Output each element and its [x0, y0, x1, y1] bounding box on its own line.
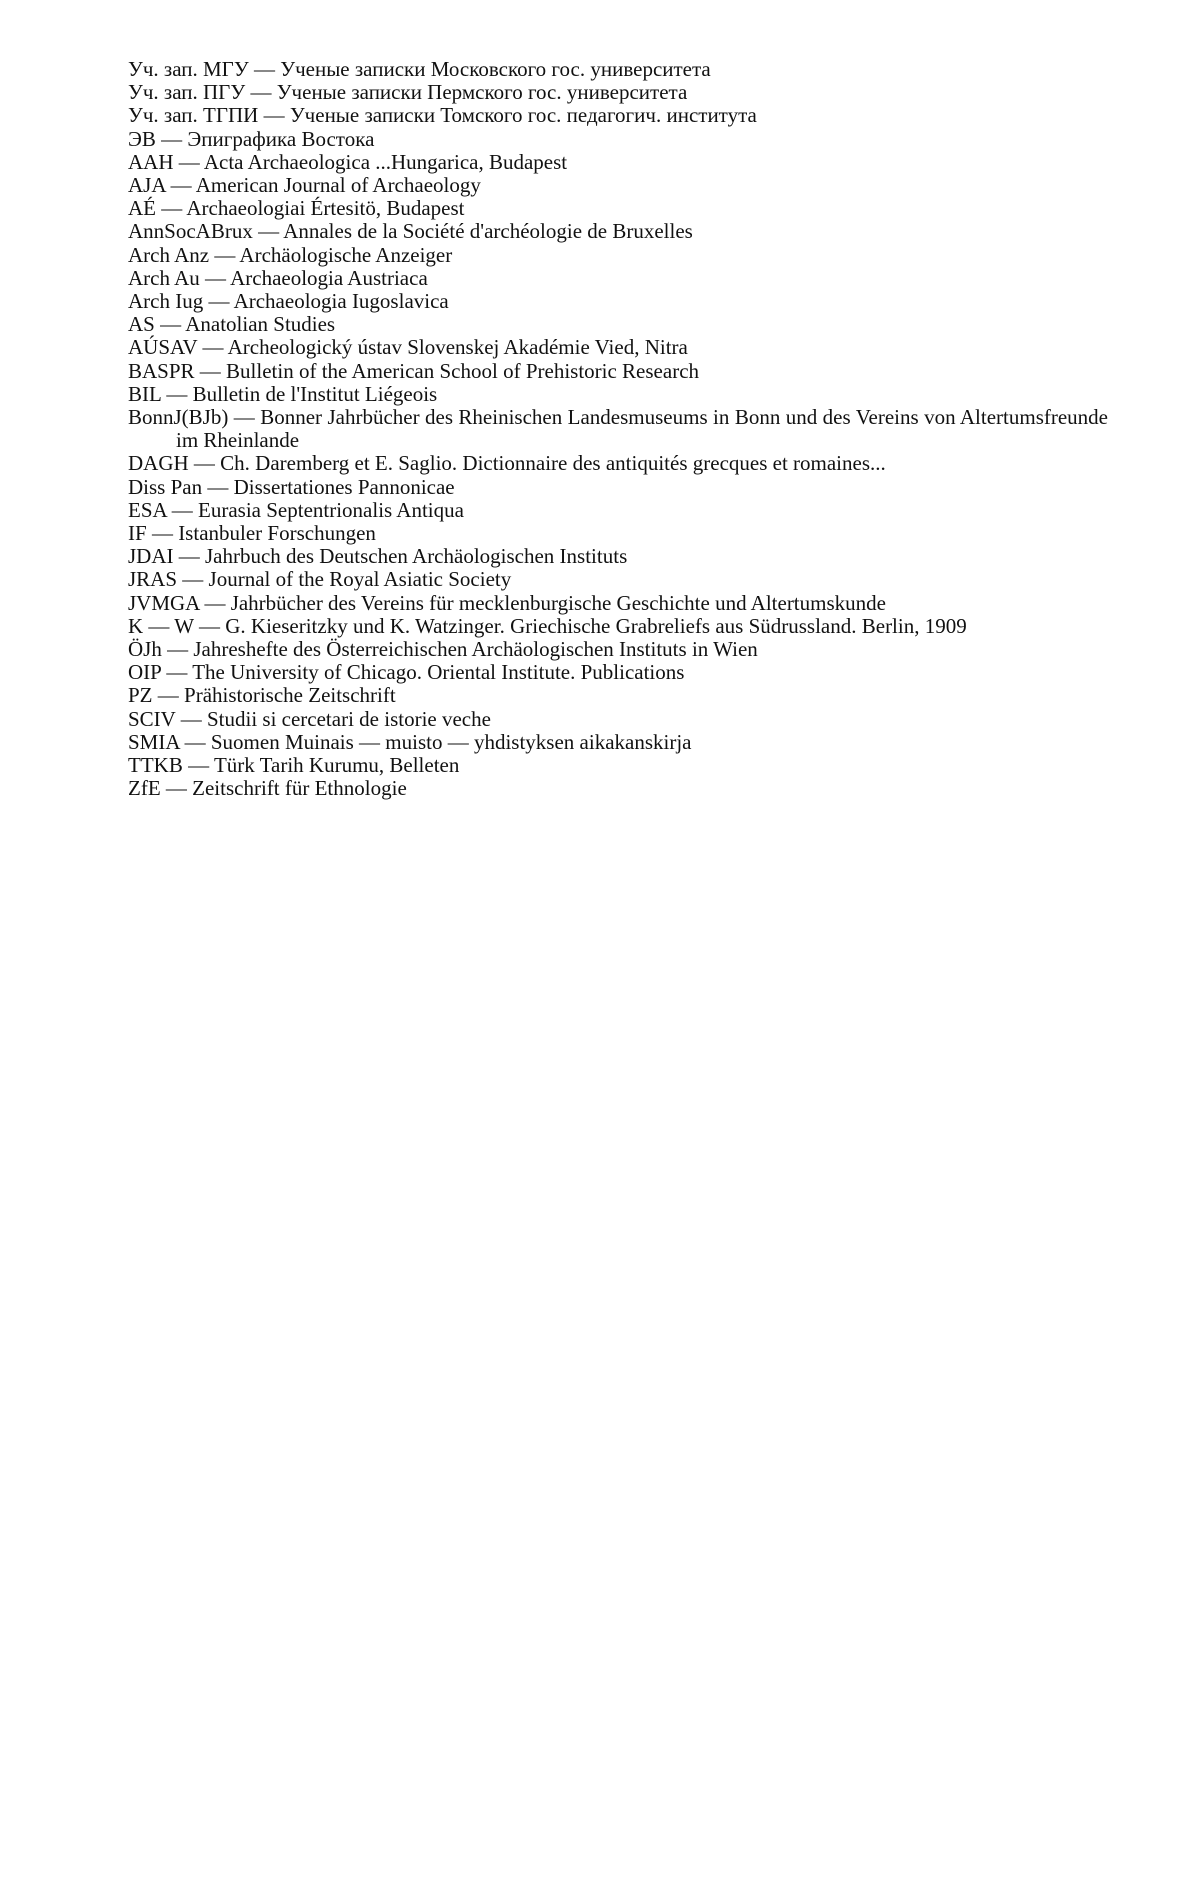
abbreviation-expansion: Bulletin de l'Institut Liégeois — [192, 381, 438, 406]
abbreviation-entry — [128, 220, 1108, 243]
abbreviation-expansion: Zeitschrift für Ethnologie — [192, 776, 407, 801]
abbreviation-entry — [128, 313, 1108, 336]
abbreviation-entry — [128, 128, 1108, 151]
abbreviation-expansion: Dissertationes Pannonicae — [233, 474, 455, 499]
abbreviation-code: Уч. зап. МГУ — [128, 57, 249, 81]
abbreviation-expansion: Archäologische Anzeiger — [239, 242, 453, 267]
abbreviation-code: TTKB — [128, 753, 183, 778]
abbreviation-separator: — — [166, 497, 199, 522]
abbreviation-separator: — — [258, 103, 290, 128]
abbreviation-code: AJA — [128, 173, 166, 198]
abbreviation-separator: — — [173, 149, 204, 174]
abbreviation-separator: — — [152, 683, 185, 708]
abbreviation-expansion: Ученые записки Томского гос. педагогич. института — [289, 103, 757, 128]
abbreviation-code: SCIV — [128, 706, 176, 731]
abbreviation-entry — [128, 406, 1108, 452]
abbreviation-code: BIL — [128, 381, 162, 406]
abbreviation-code: OIP — [128, 660, 162, 685]
abbreviation-entry — [128, 638, 1108, 661]
abbreviation-expansion: Эпиграфика Востока — [187, 126, 375, 151]
abbreviation-expansion: Bonner Jahrbücher des Rheinischen Landesmuseums in Bonn und des Vereins von Altertumsfreunde im Rheinlande — [176, 405, 1109, 453]
abbreviation-expansion: Jahrbuch des Deutschen Archäologischen Instituts — [205, 544, 628, 569]
abbreviation-code: ЭВ — [128, 126, 156, 151]
abbreviation-expansion: Suomen Muinais — muisto — yhdistyksen aikakanskirja — [210, 729, 692, 754]
abbreviation-code: Уч. зап. ТГПИ — [128, 103, 259, 128]
abbreviation-separator: — — [161, 637, 194, 662]
abbreviation-separator: — — [175, 706, 207, 731]
abbreviation-expansion: The University of Chicago. Oriental Institute. Publications — [192, 660, 685, 685]
abbreviation-entry — [128, 661, 1108, 684]
abbreviation-entry — [128, 452, 1108, 475]
abbreviation-separator: — — [156, 196, 187, 221]
abbreviation-entry — [128, 568, 1108, 591]
abbreviation-expansion: Archaeologia Austriaca — [230, 265, 428, 290]
abbreviation-code: Arch Au — [128, 265, 200, 290]
abbreviation-separator: — — [154, 312, 186, 337]
abbreviation-separator: — — [155, 126, 188, 151]
abbreviation-entry — [128, 81, 1108, 104]
abbreviation-separator: — — [173, 544, 205, 569]
abbreviation-expansion: Eurasia Septentrionalis Antiqua — [198, 497, 464, 522]
abbreviation-separator: — — [177, 567, 209, 592]
abbreviation-code: AS — [128, 312, 155, 337]
abbreviation-entry — [128, 267, 1108, 290]
abbreviation-expansion: Ch. Daremberg et E. Saglio. Dictionnaire des antiquités grecques et romaines... — [220, 451, 886, 476]
abbreviation-separator: — — [228, 405, 261, 430]
abbreviation-expansion: Acta Archaeologica ...Hungarica, Budapest — [203, 149, 568, 174]
abbreviation-separator: — — [245, 80, 277, 105]
abbreviation-separator: — — [161, 381, 193, 406]
abbreviation-expansion: Istanbuler Forschungen — [178, 521, 376, 546]
abbreviation-code: JRAS — [128, 567, 178, 592]
abbreviation-expansion: Journal of the Royal Asiatic Society — [208, 567, 512, 592]
abbreviation-separator: — — [160, 776, 193, 801]
abbreviation-entry — [128, 754, 1108, 777]
abbreviation-separator: — — [179, 729, 211, 754]
abbreviation-separator: — — [203, 289, 234, 314]
abbreviation-code: AAH — [128, 149, 174, 174]
abbreviation-code: AÚSAV — [128, 335, 198, 360]
abbreviation-entry — [128, 360, 1108, 383]
abbreviation-separator: — — [194, 358, 227, 383]
abbreviation-code: AÉ — [128, 196, 156, 221]
abbreviation-entry — [128, 708, 1108, 731]
abbreviation-expansion: Anatolian Studies — [185, 312, 336, 337]
abbreviation-expansion: Annales de la Société d'archéologie de Bruxelles — [283, 219, 693, 244]
abbreviation-code: ZfE — [128, 776, 161, 801]
abbreviation-code: SMIA — [128, 729, 180, 754]
abbreviation-separator: — — [146, 521, 179, 546]
abbreviation-separator: — — [165, 173, 196, 198]
abbreviation-entry — [128, 476, 1108, 499]
abbreviation-entry — [128, 684, 1108, 707]
abbreviation-code: Diss Pan — [128, 474, 203, 499]
abbreviation-entry — [128, 777, 1108, 800]
abbreviation-separator: — — [197, 335, 228, 360]
abbreviation-expansion: Bulletin of the American School of Prehistoric Research — [226, 358, 700, 383]
abbreviation-separator: — — [202, 474, 234, 499]
abbreviation-expansion: G. Kieseritzky und K. Watzinger. Griechische Grabreliefs aus Südrussland. Berlin, 1909 — [225, 613, 967, 638]
abbreviation-separator: — — [161, 660, 193, 685]
abbreviation-code: BonnJ(BJb) — [128, 405, 229, 430]
abbreviation-expansion: Jahrbücher des Vereins für mecklenburgische Geschichte und Altertumskunde — [230, 590, 886, 615]
abbreviation-expansion: American Journal of Archaeology — [195, 173, 481, 198]
abbreviation-expansion: Archaeologiai Értesitö, Budapest — [186, 196, 465, 221]
abbreviation-code: ESA — [128, 497, 167, 522]
abbreviation-entry — [128, 244, 1108, 267]
abbreviation-separator: — — [188, 451, 221, 476]
abbreviation-separator: — — [199, 265, 231, 290]
abbreviation-separator: — — [209, 242, 240, 267]
abbreviation-entry — [128, 499, 1108, 522]
abbreviation-entry — [128, 545, 1108, 568]
abbreviations-page — [128, 58, 1108, 801]
abbreviation-expansion: Türk Tarih Kurumu, Belleten — [213, 753, 460, 778]
abbreviation-entry — [128, 731, 1108, 754]
abbreviation-entry — [128, 104, 1108, 127]
abbreviation-code: JDAI — [128, 544, 174, 569]
abbreviation-code: BASPR — [128, 358, 195, 383]
abbreviation-expansion: Archeologický ústav Slovenskej Akadémie Vied, Nitra — [227, 335, 688, 360]
abbreviation-separator: — — [182, 753, 214, 778]
abbreviation-entry — [128, 58, 1108, 81]
abbreviation-code: IF — [128, 521, 147, 546]
abbreviation-code: JVMGA — [128, 590, 200, 615]
abbreviation-code: Arch Iug — [128, 289, 204, 314]
abbreviation-separator: — — [248, 57, 281, 81]
abbreviation-code: Уч. зап. ПГУ — [128, 80, 246, 105]
abbreviation-separator: — — [252, 219, 284, 244]
abbreviation-entry — [128, 383, 1108, 406]
abbreviation-expansion: Archaeologia Iugoslavica — [233, 289, 449, 314]
abbreviation-entry — [128, 197, 1108, 220]
abbreviation-code: DAGH — [128, 451, 189, 476]
abbreviation-expansion: Studii si cercetari de istorie veche — [206, 706, 491, 731]
abbreviation-expansion: Ученые записки Пермского гос. университета — [276, 80, 688, 105]
abbreviation-entry — [128, 592, 1108, 615]
abbreviation-entry — [128, 290, 1108, 313]
abbreviation-separator: — — [193, 613, 226, 638]
abbreviation-expansion: Jahreshefte des Österreichischen Archäologischen Instituts in Wien — [193, 637, 758, 662]
abbreviation-expansion: Ученые записки Московского гос. университета — [280, 57, 711, 81]
abbreviation-expansion: Prähistorische Zeitschrift — [184, 683, 396, 708]
abbreviation-code: PZ — [128, 683, 153, 708]
abbreviation-separator: — — [199, 590, 231, 615]
abbreviation-code: AnnSocABrux — [128, 219, 253, 244]
abbreviation-code: ÖJh — [128, 637, 162, 662]
abbreviation-entry — [128, 522, 1108, 545]
abbreviation-code: K — W — [128, 613, 194, 638]
abbreviation-entry — [128, 615, 1108, 638]
abbreviation-code: Arch Anz — [128, 242, 210, 267]
abbreviation-entry — [128, 151, 1108, 174]
abbreviation-entry — [128, 336, 1108, 359]
abbreviation-list — [128, 58, 1108, 801]
abbreviation-entry — [128, 174, 1108, 197]
